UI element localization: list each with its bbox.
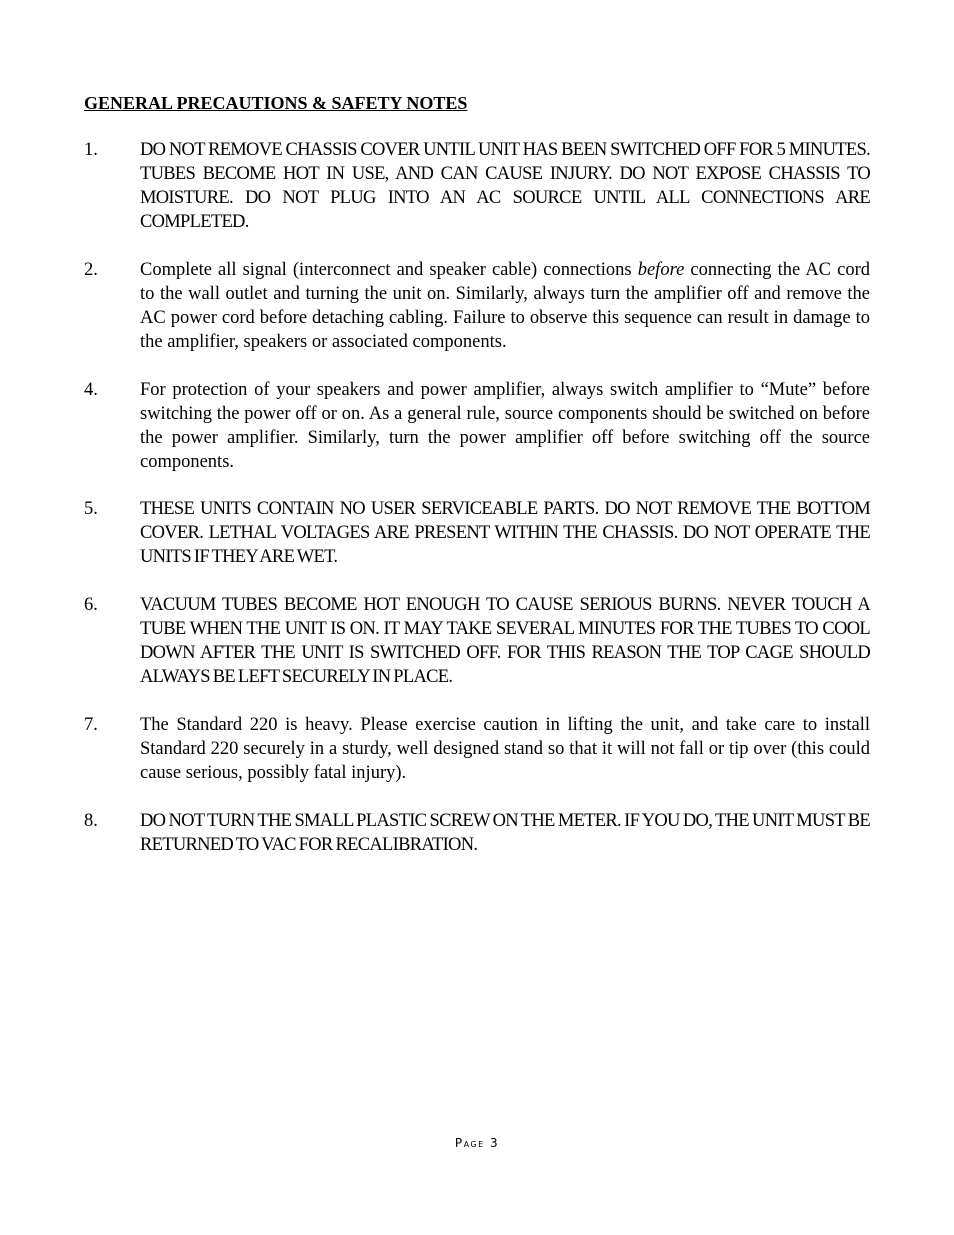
text-segment: Complete all signal (interconnect and speaker cable) connections <box>140 260 638 280</box>
list-item-text: VACUUM TUBES BECOME HOT ENOUGH TO CAUSE SERIOUS BURNS. NEVER TOUCH A TUBE WHEN THE UNIT IS ON. IT MAY TAKE SEVERAL MINUTES FOR THE TUBES TO COOL DOWN AFTER THE UNIT IS SWITCHED OFF. FOR THIS REASON THE TOP CAGE SHOULD ALWAYS BE LEFT SECURELY IN PLACE. <box>140 595 870 687</box>
page-title: GENERAL PRECAUTIONS & SAFETY NOTES <box>84 93 468 113</box>
list-number: 2. <box>84 260 98 280</box>
list-number: 1. <box>84 140 98 160</box>
list-item-text: THESE UNITS CONTAIN NO USER SERVICEABLE PARTS. DO NOT REMOVE THE BOTTOM COVER. LETHAL VOLTAGES ARE PRESENT WITHIN THE CHASSIS. DO NOT OPERATE THE UNITS IF THEY ARE WET. <box>140 499 870 567</box>
page-number: Page 3 <box>454 1136 500 1150</box>
text-segment: connecting the AC cord to the wall outlet and turning the unit on. Similarly, always turn the amplifier off and remove the AC power cord before detaching cabling. Failure to observe this sequence can result in damage to the amplifier, speakers or associated components. <box>140 260 870 352</box>
list-number: 5. <box>84 499 98 519</box>
emphasis-text: before <box>637 260 685 280</box>
list-number: 6. <box>84 595 98 615</box>
list-number: 4. <box>84 380 98 400</box>
list-number: 8. <box>84 811 98 831</box>
list-item-text <box>140 258 870 354</box>
list-number: 7. <box>84 715 98 735</box>
list-item-text: For protection of your speakers and power amplifier, always switch amplifier to “Mute” before switching the power off or on. As a general rule, source components should be switched on before the power amplifier. Similarly, turn the power amplifier off before switching off the source components. <box>140 380 870 472</box>
list-item-text: The Standard 220 is heavy. Please exercise caution in lifting the unit, and take care to install Standard 220 securely in a sturdy, well designed stand so that it will not fall or tip over (this could cause serious, possibly fatal injury). <box>140 715 870 783</box>
list-item-text: DO NOT TURN THE SMALL PLASTIC SCREW ON THE METER. IF YOU DO, THE UNIT MUST BE RETURNED TO VAC FOR RECALIBRATION. <box>140 811 876 855</box>
list-item-text: DO NOT REMOVE CHASSIS COVER UNTIL UNIT HAS BEEN SWITCHED OFF FOR 5 MINUTES. TUBES BECOME HOT IN USE, AND CAN CAUSE INJURY. DO NOT EXPOSE CHASSIS TO MOISTURE. DO NOT PLUG INTO AN AC SOURCE UNTIL ALL CONNECTIONS ARE COMPLETED. <box>140 140 870 232</box>
